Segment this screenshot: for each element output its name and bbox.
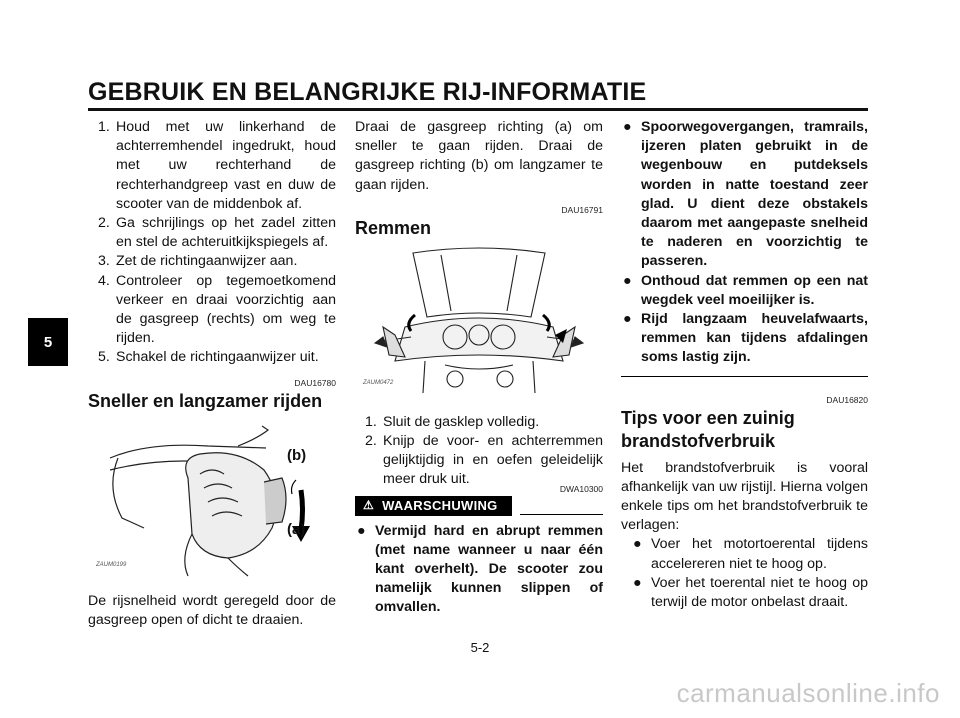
section-heading-fuel: Tips voor een zuinig brandstofverbruik [621, 407, 795, 451]
fuel-paragraph: Het brandstofverbruik is vooral afhankelijk van uw rijstijl. Hierna volgen enkele tips om het brandstofverbruik te verlagen: [621, 459, 868, 534]
list-item: 5. Schakel de richtingaanwijzer uit. [98, 349, 319, 366]
list-item: 1. Houd met uw linkerhand de achterremhendel ingedrukt, houd met uw rechterhand de rechterhandgreep vast en duw de scooter van de middenbok af. [98, 119, 336, 212]
throttle-paragraph: Draai de gasgreep richting (a) om sneller te gaan rijden. Draai de gasgreep richting (b) om langzamer te gaan rijden. [355, 119, 603, 193]
list-item: ● Voer het motortoerental tijdens accelereren niet te hoog op. [633, 536, 868, 572]
section-code: DAU16791 [561, 204, 603, 215]
bullet-icon: ● [623, 119, 632, 135]
header-rule [88, 108, 868, 111]
warning-rule [520, 514, 603, 515]
list-item: 1. Sluit de gasklep volledig. [365, 413, 540, 430]
warning-code: DWA10300 [559, 483, 603, 494]
list-item: ● Vermijd hard en abrupt remmen (met name wanneer u naar één kant overhelt). De scooter zou namelijk kunnen slippen of omvallen. [357, 522, 603, 616]
label-a: (a) [287, 520, 306, 538]
bullet-icon: ● [633, 536, 642, 553]
list-item: 4. Controleer op tegemoetkomend verkeer en draai voorzichtig aan de gasgreep (rechts) om weg te rijden. [98, 272, 336, 347]
throttle-illustration [88, 418, 336, 578]
section-heading-speed: Sneller en langzamer rijden [88, 390, 323, 411]
page-header-title: GEBRUIK EN BELANGRIJKE RIJ-INFORMATIE [88, 78, 647, 106]
page-number: 5-2 [470, 640, 490, 655]
bullet-icon: ● [623, 311, 632, 328]
scooter-cockpit-illustration [355, 245, 603, 395]
list-item: ● Rijd langzaam heuvelafwaarts, remmen kan tijdens afdalingen soms lastig zijn. [623, 311, 868, 366]
list-item: 2. Knijp de voor- en achterremmen gelijktijdig in en oefen geleidelijk meer druk uit. [365, 433, 603, 488]
bullet-icon: ● [633, 574, 642, 591]
column-3 [621, 118, 868, 612]
list-item: ● Spoorwegovergangen, tramrails, ijzeren platen gebruikt in de wegenbouw en putdeksels worden in natte toestand zeer glad. U dient deze obstakels daarom met aangepaste snelheid te naderen en voorzichtig te passeren. [623, 119, 868, 270]
throttle-figure [88, 418, 336, 578]
figure-code: ZAUM0472 [363, 379, 394, 386]
speed-paragraph: De rijsnelheid wordt geregeld door de gasgreep open of dicht te draaien. [88, 592, 336, 628]
list-item: 2. Ga schrijlings op het zadel zitten en stel de achteruitkijkspiegels af. [98, 215, 336, 251]
brake-steps-list [355, 413, 603, 490]
warning-badge [355, 496, 512, 516]
chapter-tab: 5 [28, 318, 68, 366]
list-item: ● Voer het toerental niet te hoog op terwijl de motor onbelast draait. [633, 574, 868, 611]
bullet-icon: ● [623, 272, 632, 289]
list-item: 3. Zet de richtingaanwijzer aan. [98, 253, 298, 270]
fuel-tips-list [621, 535, 868, 612]
warning-end-rule [621, 376, 868, 377]
warning-header [355, 496, 603, 516]
warning-icon: ⚠ [363, 498, 375, 513]
bullet-icon: ● [357, 522, 366, 539]
section-code: DAU16780 [294, 377, 336, 388]
list-item: ● Onthoud dat remmen op een nat wegdek veel moeilijker is. [623, 272, 868, 308]
section-code: DAU16820 [826, 394, 868, 405]
label-b: (b) [287, 446, 307, 464]
watermark: carmanualsonline.info [676, 678, 940, 708]
warning-label: WAARSCHUWING [382, 498, 498, 514]
figure-code: ZAUM0199 [96, 562, 127, 569]
start-steps-list [88, 118, 336, 368]
column-1 [88, 118, 336, 630]
brakes-figure [355, 245, 603, 395]
column-2 [355, 118, 603, 618]
warning-list [355, 522, 603, 618]
warning-list-continued [621, 118, 868, 368]
section-heading-brakes: Remmen [355, 217, 432, 238]
